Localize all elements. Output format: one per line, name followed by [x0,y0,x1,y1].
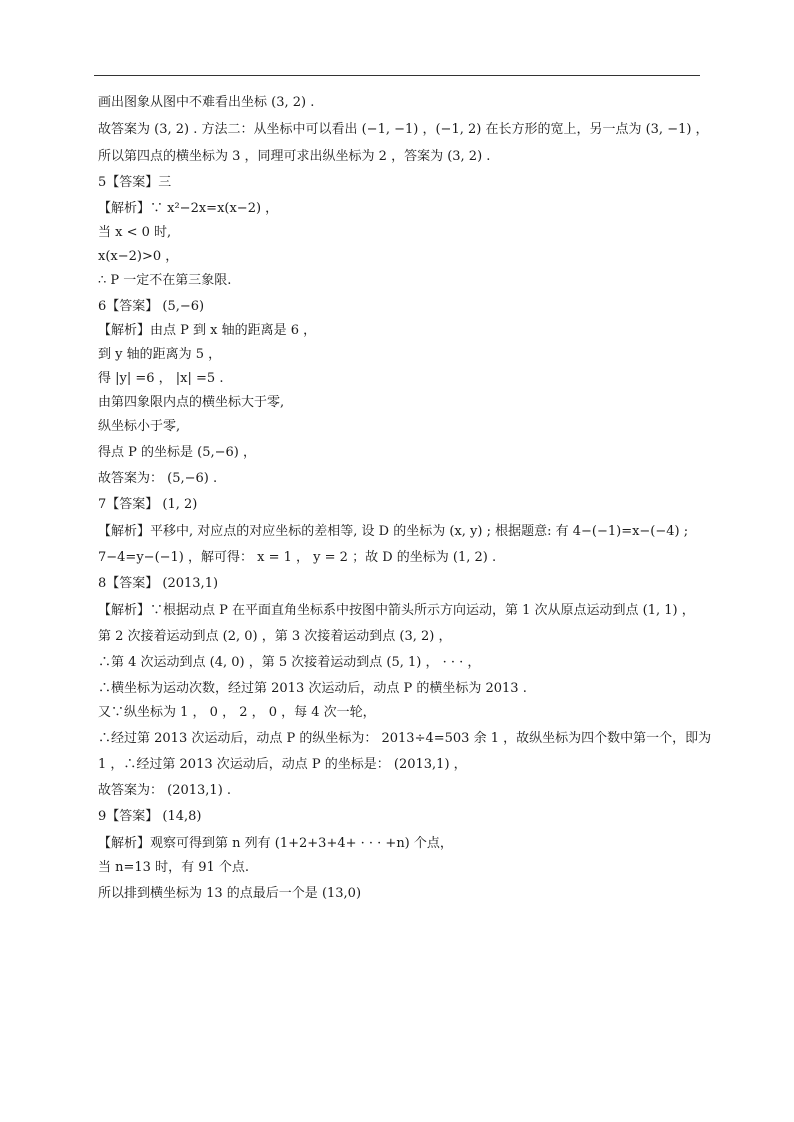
answer-heading-9: 9【答案】 (14,8) [98,809,202,824]
text-line: 所以排到横坐标为 13 的点最后一个是 (13,0) [98,886,362,901]
text-line: 【解析】∵ x²−2x=x(x−2) ， [98,201,279,216]
text-line: 故答案为： (2013,1) . [98,783,232,798]
text-line: ∴经过第 2013 次运动后，动点 P 的纵坐标为： 2013÷4=503 余 1 ，故纵坐标为四个数中第一个，即为 [98,731,712,746]
text-line: x(x−2)>0 ， [98,249,179,264]
text-line: 1 ，∴经过第 2013 次运动后，动点 P 的坐标是： (2013,1) ， [98,757,467,772]
text-line: 第 2 次接着运动到点 (2, 0) ，第 3 次接着运动到点 (3, 2) ， [98,629,452,644]
text-line: ∴横坐标为运动次数，经过第 2013 次运动后，动点 P 的横坐标为 2013 . [98,681,527,696]
text-line: 画出图象从图中不难看出坐标 (3, 2) . [98,95,315,110]
text-line: 【解析】∵根据动点 P 在平面直角坐标系中按图中箭头所示方向运动，第 1 次从原点运动到点 (1, 1) ， [98,603,695,618]
text-line: 得点 P 的坐标是 (5,−6) ， [98,445,256,460]
answer-heading-5: 5【答案】三 [98,175,172,190]
answer-heading-8: 8【答案】 (2013,1) [98,576,219,591]
text-line: 【解析】观察可得到第 n 列有 (1+2+3+4+ · · · +n) 个点， [98,836,453,851]
text-line: 故答案为 (3, 2) . 方法二：从坐标中可以看出 (−1, −1) ，(−1, 2) 在长方形的宽上，另一点为 (3, −1) ， [98,122,709,137]
text-line: ∴ P 一定不在第三象限. [98,273,232,288]
text-line: 由第四象限内点的横坐标大于零, [98,395,285,410]
text-line: 7−4=y−(−1) ，解可得： x = 1 ， y = 2 ；故 D 的坐标为 (1, 2) . [98,550,497,565]
text-line: 【解析】平移中, 对应点的对应坐标的差相等, 设 D 的坐标为 (x, y) ; 根据题意: 有 4−(−1)=x−(−4) ; [98,524,689,539]
text-line: 【解析】由点 P 到 x 轴的距离是 6 ， [98,323,317,338]
answer-heading-6: 6【答案】 (5,−6) [98,299,205,314]
header-rule [94,75,700,76]
text-line: 又∵纵坐标为 1 ， 0 ， 2 ， 0 ，每 4 次一轮， [98,705,376,720]
text-line: 所以第四点的横坐标为 3 ，同理可求出纵坐标为 2 ，答案为 (3, 2) . [98,149,491,164]
text-line: 纵坐标小于零, [98,419,181,434]
text-line: 当 x < 0 时, [98,225,172,240]
solution-text [98,94,712,902]
text-line: 当 n=13 时，有 91 个点. [98,860,250,875]
text-line: 得 |y| =6 ， |x| =5 . [98,371,224,386]
text-line: ∴第 4 次运动到点 (4, 0) ，第 5 次接着运动到点 (5, 1) ， · · · ， [98,655,481,670]
answer-heading-7: 7【答案】 (1, 2) [98,497,198,512]
text-line: 到 y 轴的距离为 5 ， [98,347,222,362]
text-line: 故答案为： (5,−6) . [98,471,218,486]
